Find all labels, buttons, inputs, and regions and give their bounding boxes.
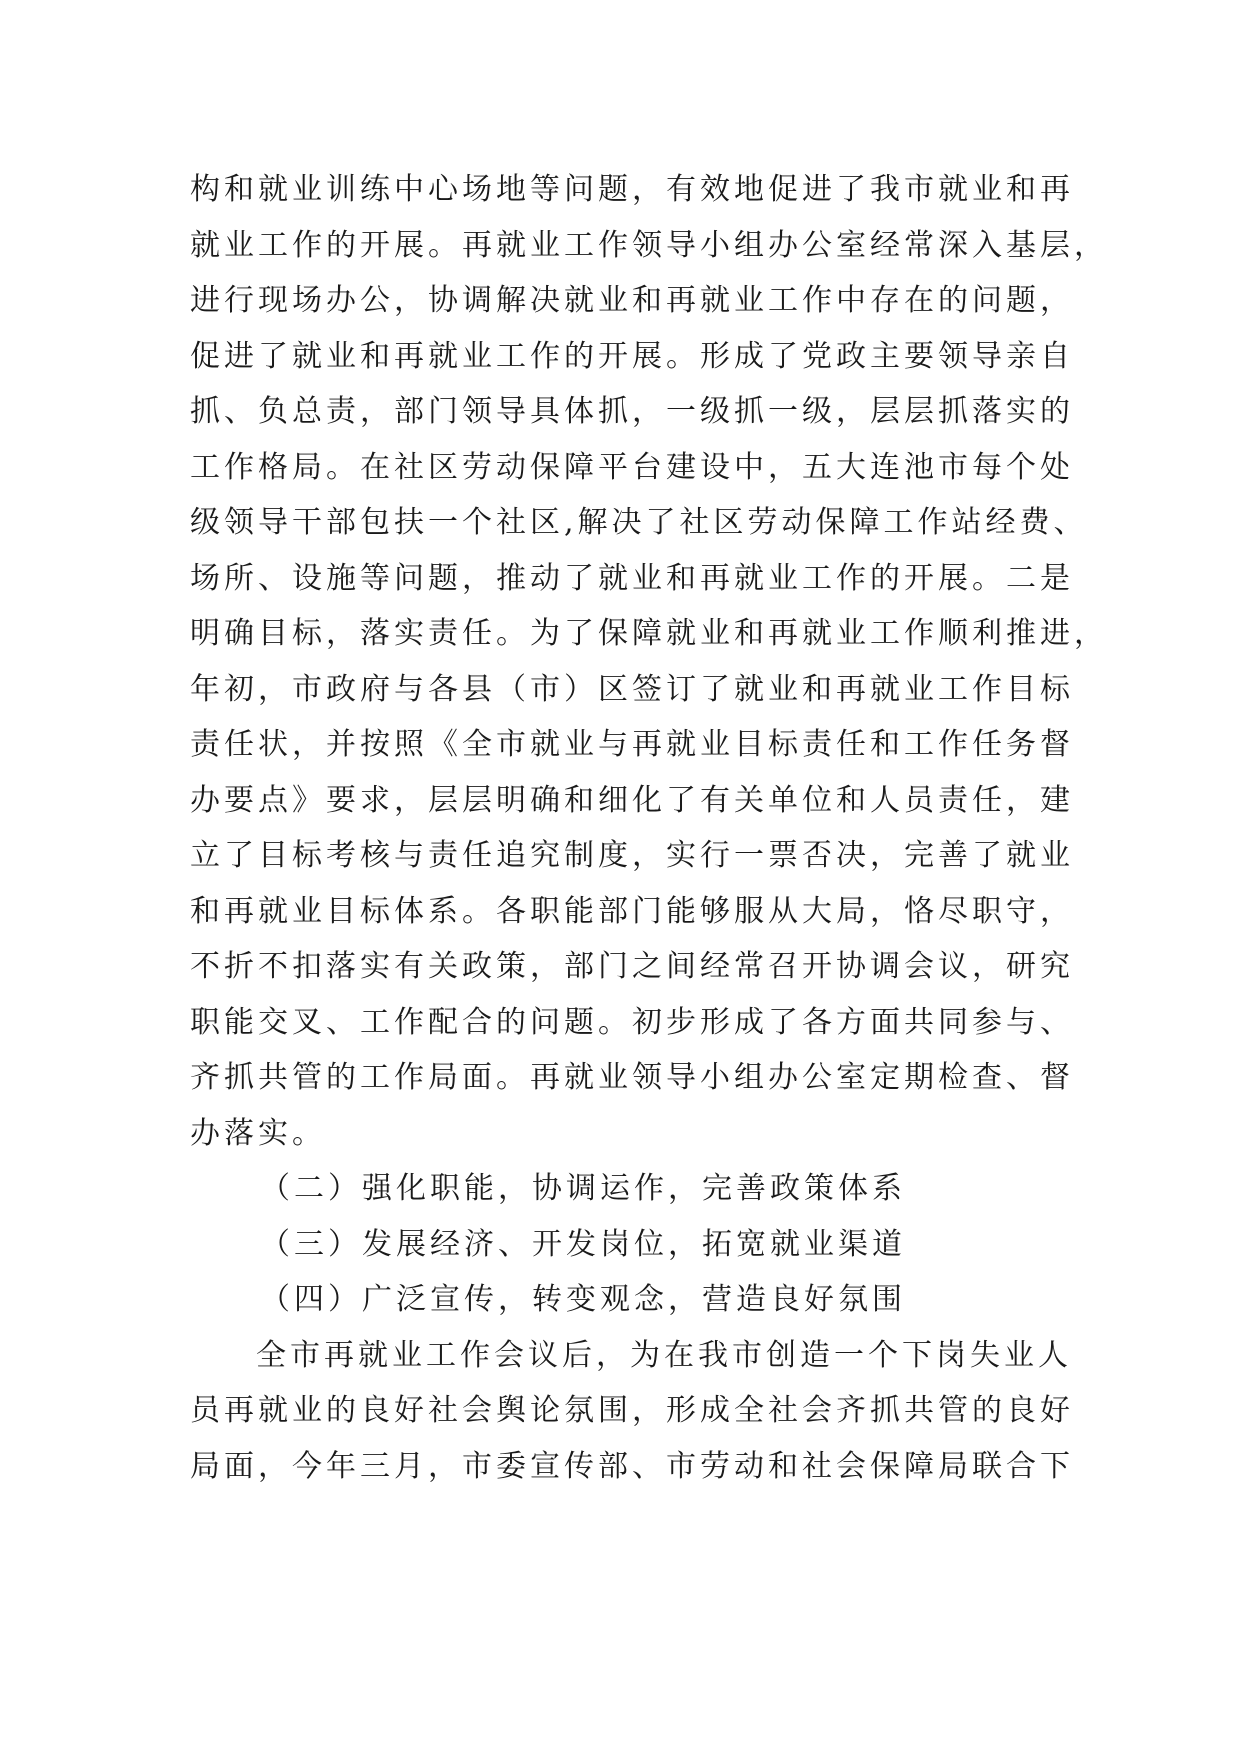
text-line: 级领导干部包扶一个社区,解决了社区劳动保障工作站经费、 [190, 505, 1088, 540]
text-line: 明确目标，落实责任。为了保障就业和再就业工作顺利推进， [190, 616, 1108, 651]
text-line: 全市再就业工作会议后，为在我市创造一个下岗失业人 [256, 1337, 1072, 1373]
text-line: 工作格局。在社区劳动保障平台建设中，五大连池市每个处 [190, 449, 1074, 485]
text-line: 进行现场办公，协调解决就业和再就业工作中存在的问题， [190, 283, 1074, 318]
text-line: 场所、设施等问题，推动了就业和再就业工作的开展。二是 [190, 560, 1074, 596]
text-line: 员再就业的良好社会舆论氛围，形成全社会齐抓共管的良好 [190, 1393, 1074, 1428]
text-line: 齐抓共管的工作局面。再就业领导小组办公室定期检查、督 [190, 1060, 1074, 1095]
text-line: 抓、负总责，部门领导具体抓，一级抓一级，层层抓落实的 [190, 394, 1074, 429]
text-line: 职能交叉、工作配合的问题。初步形成了各方面共同参与、 [190, 1004, 1074, 1040]
text-line: 构和就业训练中心场地等问题，有效地促进了我市就业和再 [190, 172, 1074, 207]
text-line: 立了目标考核与责任追究制度，实行一票否决，完善了就业 [190, 838, 1074, 873]
text-line: 办要点》要求，层层明确和细化了有关单位和人员责任，建 [190, 782, 1074, 818]
text-line: 责任状，并按照《全市就业与再就业目标责任和工作任务督 [190, 727, 1074, 762]
text-line: 和再就业目标体系。各职能部门能够服从大局，恪尽职守， [190, 893, 1074, 929]
text-line: 办落实。 [190, 1115, 326, 1151]
text-line: 促进了就业和再就业工作的开展。形成了党政主要领导亲自 [190, 338, 1074, 374]
text-line: 就业工作的开展。再就业工作领导小组办公室经常深入基层， [190, 227, 1108, 263]
paragraph-2 [190, 1328, 1090, 1495]
text-line: 年初，市政府与各县（市）区签订了就业和再就业工作目标 [190, 671, 1074, 707]
document-body [190, 162, 1108, 1494]
section-heading: （二）强化职能，协调运作，完善政策体系 [260, 1171, 906, 1206]
section-heading: （四）广泛宣传，转变观念，营造良好氛围 [260, 1282, 906, 1317]
paragraph-1 [190, 162, 1108, 1161]
section-heading: （三）发展经济、开发岗位，拓宽就业渠道 [260, 1226, 906, 1262]
text-line: 局面，今年三月，市委宣传部、市劳动和社会保障局联合下 [190, 1448, 1074, 1484]
section-headings [190, 1161, 1090, 1328]
text-line: 不折不扣落实有关政策，部门之间经常召开协调会议，研究 [190, 949, 1074, 984]
